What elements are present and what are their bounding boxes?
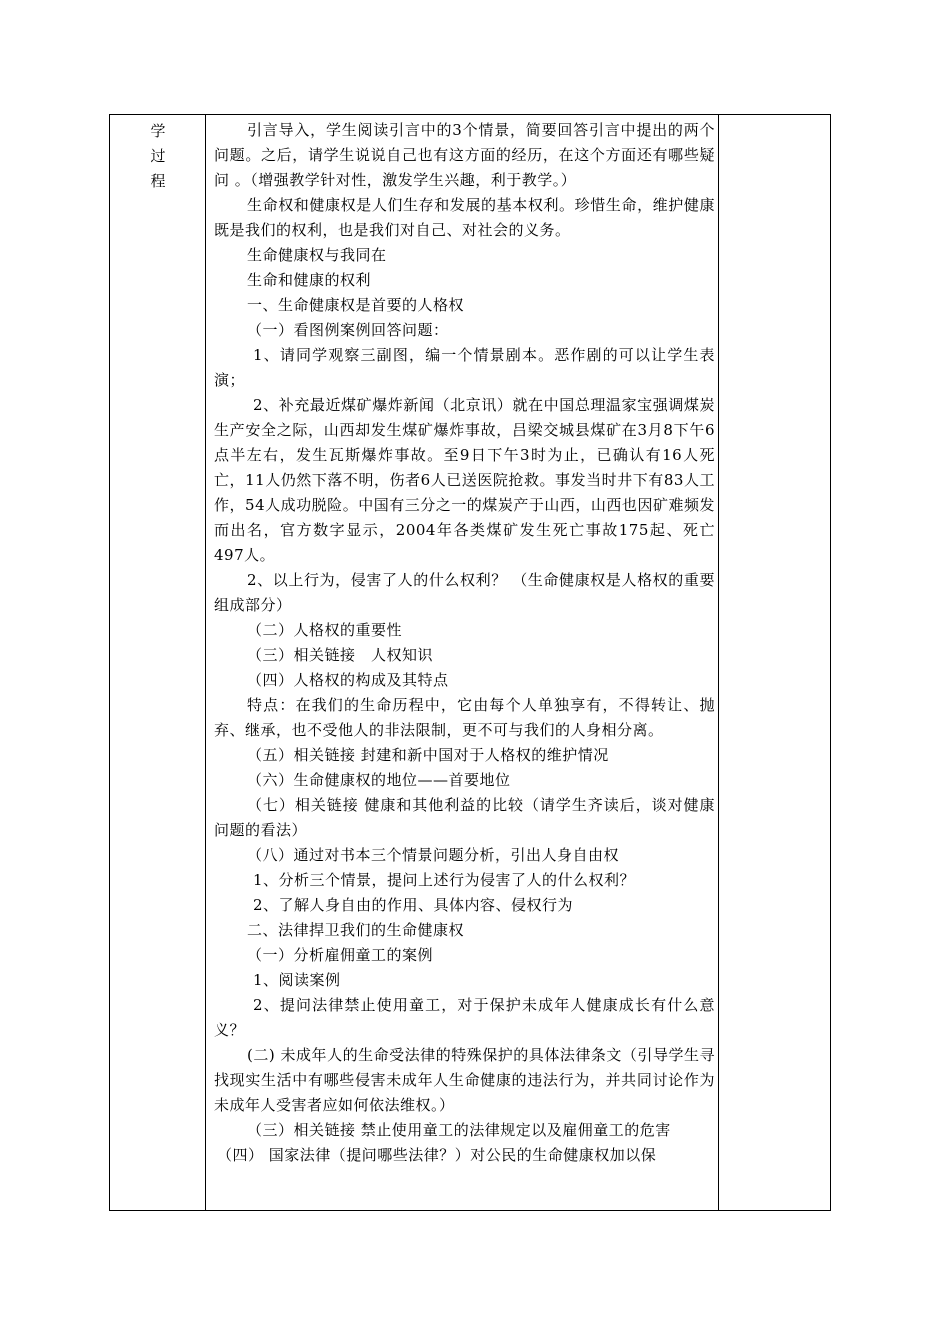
- content-cell: [206, 115, 719, 1210]
- notes-cell: [718, 115, 830, 1210]
- content-paragraph: （七）相关链接 健康和其他利益的比较（请学生齐读后，谈对健康问题的看法）: [214, 796, 715, 839]
- content-paragraph: 1、请同学观察三副图，编一个情景剧本。恶作剧的可以让学生表演；: [214, 346, 715, 389]
- content-paragraph: （六）生命健康权的地位——首要地位: [247, 771, 511, 789]
- content-paragraph: 2、了解人身自由的作用、具体内容、侵权行为: [253, 896, 574, 914]
- content-paragraph: （四）人格权的构成及其特点: [247, 671, 449, 689]
- content-paragraph: （八）通过对书本三个情景问题分析，引出人身自由权: [247, 846, 620, 864]
- content-paragraph: 2、提问法律禁止使用童工，对于保护未成年人健康成长有什么意义？: [214, 996, 715, 1039]
- content-paragraph: (二) 未成年人的生命受法律的特殊保护的具体法律条文（引导学生寻找现实生活中有哪些侵害未成年人生命健康的违法行为，并共同讨论作为未成年人受害者应如何依法维权。）: [214, 1046, 715, 1114]
- content-paragraph: 二、法律捍卫我们的生命健康权: [247, 921, 465, 939]
- content-paragraph: （五）相关链接 封建和新中国对于人格权的维护情况: [247, 746, 609, 764]
- content-paragraph: （一）分析雇佣童工的案例: [247, 946, 434, 964]
- content-paragraph: （三）相关链接 禁止使用童工的法律规定以及雇佣童工的危害: [247, 1121, 671, 1139]
- content-paragraph: （一）看图例案例回答问题：: [247, 321, 449, 339]
- content-paragraph: （二）人格权的重要性: [247, 621, 403, 639]
- lesson-table: [109, 114, 831, 1211]
- content-paragraph: 一、生命健康权是首要的人格权: [247, 296, 465, 314]
- content-paragraph: 特点：在我们的生命历程中，它由每个人单独享有，不得转让、抛弃、继承，也不受他人的非法限制，更不可与我们的人身相分离。: [214, 696, 715, 739]
- content-paragraph: 2、以上行为，侵害了人的什么权利？ （生命健康权是人格权的重要组成部分）: [214, 571, 715, 614]
- content-paragraph: （四） 国家法律（提问哪些法律？）对公民的生命健康权加以保: [217, 1146, 657, 1164]
- content-paragraph: 1、分析三个情景，提问上述行为侵害了人的什么权利？: [253, 871, 636, 889]
- content-paragraph: 2、补充最近煤矿爆炸新闻（北京讯）就在中国总理温家宝强调煤炭生产安全之际，山西却发生煤矿爆炸事故，吕梁交城县煤矿在3月8下午6点半左右，发生瓦斯爆炸事故。至9日下午3时为止，已确认有16人死亡，11人仍然下落不明，伤者6人已送医院抢救。事发当时井下有83人工作，54人成功脱险。中国有三分之一的煤炭产于山西，山西也因矿难频发而出名，官方数字显示，2004年各类煤矿发生死亡事故175起、死亡497人。: [214, 396, 715, 564]
- section-label-char: 学: [150, 122, 166, 140]
- section-label-char: 过: [150, 147, 166, 165]
- content-paragraph: 引言导入，学生阅读引言中的3个情景，简要回答引言中提出的两个问题。之后，请学生说说自己也有这方面的经历，在这个方面还有哪些疑问 。（增强教学针对性，激发学生兴趣，利于教学。）: [214, 121, 715, 189]
- content-paragraph: 生命健康权与我同在: [247, 246, 387, 264]
- content-paragraph: 生命和健康的权利: [247, 271, 372, 289]
- section-label: [110, 119, 206, 194]
- content-paragraph: 生命权和健康权是人们生存和发展的基本权利。珍惜生命，维护健康既是我们的权利，也是我们对自己、对社会的义务。: [214, 196, 715, 239]
- section-label-cell: [110, 115, 206, 1210]
- content-paragraph: 1、阅读案例: [253, 971, 341, 989]
- section-label-char: 程: [150, 172, 166, 190]
- lesson-content: [214, 118, 715, 1168]
- content-paragraph: （三）相关链接 人权知识: [247, 646, 434, 664]
